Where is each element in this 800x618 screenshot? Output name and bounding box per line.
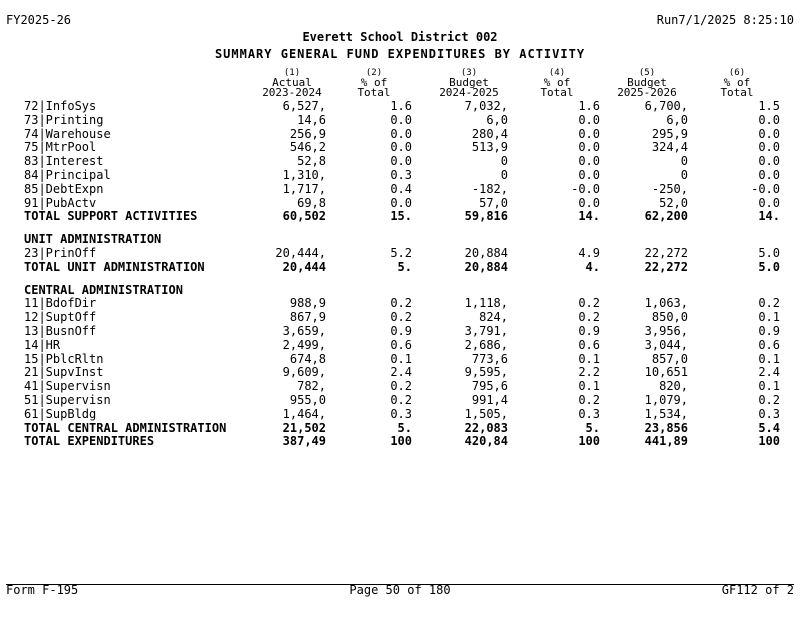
table-row	[0, 408, 800, 422]
page-code: GF112 of 2	[721, 583, 794, 597]
row-label: TOTAL SUPPORT ACTIVITIES	[24, 209, 198, 224]
row-label: 84|Principal	[24, 167, 111, 182]
cell: 0.0	[758, 126, 780, 141]
cell: 0.1	[390, 351, 412, 366]
row-label: 75|MtrPool	[24, 140, 97, 155]
col-label: % of	[543, 76, 571, 89]
cell: 2.4	[758, 365, 780, 380]
cell: 3,956,	[644, 323, 688, 338]
cell: 674,8	[289, 351, 326, 366]
cell: 3,659,	[282, 323, 326, 338]
cell: 0.0	[390, 112, 412, 127]
cell: 100	[578, 434, 600, 449]
row-label: 83|Interest	[24, 154, 104, 169]
col-num: (6)	[728, 68, 746, 78]
col-year: Total	[540, 86, 574, 99]
cell: 0.0	[758, 140, 780, 155]
cell: 324,4	[651, 140, 688, 155]
table-row	[0, 394, 800, 408]
col-header-pct3	[714, 68, 760, 98]
cell: 59,816	[464, 209, 508, 224]
row-label: 72|InfoSys	[24, 99, 97, 113]
cell: 10,651	[644, 365, 688, 380]
cell: 280,4	[471, 126, 508, 141]
cell: 52,8	[297, 154, 326, 169]
col-num: (1)	[283, 68, 301, 78]
cell: -0.0	[751, 181, 780, 196]
cell: 1,310,	[282, 167, 326, 182]
cell: 57,0	[479, 195, 508, 210]
cell: 5.0	[758, 259, 780, 274]
cell: 0.6	[578, 337, 600, 352]
cell: 773,6	[471, 351, 508, 366]
cell: 1.6	[390, 99, 412, 113]
cell: 0.1	[758, 379, 780, 394]
col-label: Budget	[449, 76, 489, 89]
cell: 991,4	[471, 392, 508, 407]
form-number: Form F-195	[6, 583, 79, 597]
cell: 0.3	[390, 167, 412, 182]
cell: 850,0	[651, 310, 688, 325]
col-header-budget2	[612, 68, 682, 98]
cell: 0.2	[578, 310, 600, 325]
cell: 100	[390, 434, 412, 449]
col-label: % of	[360, 76, 388, 89]
cell: 20,884	[464, 245, 508, 260]
cell: 820,	[659, 379, 688, 394]
col-header-actual	[262, 68, 322, 98]
district-title: Everett School District 002	[302, 30, 498, 44]
cell: 0.2	[578, 296, 600, 311]
cell: 0.0	[578, 195, 600, 210]
row-label: 61|SupBldg	[24, 406, 97, 421]
cell: 387,49	[282, 434, 326, 449]
cell: 52,0	[659, 195, 688, 210]
cell: 955,0	[289, 392, 326, 407]
cell: 0.3	[758, 406, 780, 421]
row-label: TOTAL CENTRAL ADMINISTRATION	[24, 420, 227, 435]
cell: 5.	[397, 420, 412, 435]
cell: 1,118,	[464, 296, 508, 311]
row-label: 73|Printing	[24, 112, 104, 127]
col-num: (3)	[460, 68, 478, 78]
cell: 0.2	[578, 392, 600, 407]
cell: 0.1	[578, 351, 600, 366]
cell: 0.9	[390, 323, 412, 338]
col-label: Budget	[627, 76, 667, 89]
cell: 6,0	[666, 112, 688, 127]
cell: 23,856	[644, 420, 688, 435]
cell: 3,791,	[464, 323, 508, 338]
cell: 0.3	[390, 406, 412, 421]
cell: -250,	[651, 181, 688, 196]
cell: -182,	[471, 181, 508, 196]
cell: 7,032,	[464, 99, 508, 113]
cell: 0.0	[758, 154, 780, 169]
row-label: 14|HR	[24, 337, 61, 352]
table-row	[0, 366, 800, 380]
table-row	[0, 297, 800, 311]
table-row	[0, 169, 800, 183]
cell: 0.0	[390, 126, 412, 141]
cell: 14.	[758, 209, 780, 224]
cell: 0.0	[578, 112, 600, 127]
section-header-unit	[0, 233, 800, 247]
cell: 1,505,	[464, 406, 508, 421]
cell: 1,063,	[644, 296, 688, 311]
cell: 20,444	[282, 259, 326, 274]
cell: 2,686,	[464, 337, 508, 352]
col-header-budget1	[434, 68, 504, 98]
table-row	[0, 128, 800, 142]
table-row	[0, 325, 800, 339]
table-row	[0, 311, 800, 325]
cell: 0.0	[390, 195, 412, 210]
cell: 2.4	[390, 365, 412, 380]
cell: 0.2	[758, 392, 780, 407]
run-timestamp: Run7/1/2025 8:25:10	[656, 13, 794, 27]
cell: 1,464,	[282, 406, 326, 421]
cell: 0.0	[578, 140, 600, 155]
cell: 824,	[479, 310, 508, 325]
cell: 0.1	[758, 351, 780, 366]
table-row	[0, 100, 800, 114]
table-row	[0, 247, 800, 261]
cell: 782,	[297, 379, 326, 394]
col-year: 2023-2024	[262, 86, 322, 99]
cell: 20,444,	[275, 245, 326, 260]
section-title: CENTRAL ADMINISTRATION	[24, 282, 183, 297]
cell: 0.2	[390, 310, 412, 325]
cell: 0.2	[390, 296, 412, 311]
cell: 0.9	[758, 323, 780, 338]
table-row	[0, 183, 800, 197]
cell: 22,272	[644, 245, 688, 260]
cell: 1,534,	[644, 406, 688, 421]
page-number: Page 50 of 180	[349, 583, 451, 597]
cell: 0.0	[578, 154, 600, 169]
cell: 20,884	[464, 259, 508, 274]
cell: 513,9	[471, 140, 508, 155]
row-label: 11|BdofDir	[24, 296, 97, 311]
row-label: 41|Supervisn	[24, 379, 111, 394]
cell: 0	[680, 154, 688, 169]
cell: 4.	[585, 259, 600, 274]
cell: 2.2	[578, 365, 600, 380]
table-row	[0, 380, 800, 394]
cell: 6,700,	[644, 99, 688, 113]
total-row-expenditures	[0, 435, 800, 449]
cell: 0.0	[758, 195, 780, 210]
row-label: 85|DebtExpn	[24, 181, 104, 196]
table-row	[0, 353, 800, 367]
cell: 0.9	[578, 323, 600, 338]
cell: 0.0	[578, 126, 600, 141]
cell: 2,499,	[282, 337, 326, 352]
cell: 0.1	[758, 310, 780, 325]
col-label: Actual	[272, 76, 312, 89]
cell: 21,502	[282, 420, 326, 435]
report-body	[0, 100, 800, 449]
cell: 6,0	[486, 112, 508, 127]
cell: 0	[680, 167, 688, 182]
cell: 0.3	[578, 406, 600, 421]
cell: 857,0	[651, 351, 688, 366]
cell: 22,083	[464, 420, 508, 435]
section-title: UNIT ADMINISTRATION	[24, 232, 162, 247]
row-label: 74|Warehouse	[24, 126, 111, 141]
cell: 795,6	[471, 379, 508, 394]
cell: 0	[500, 154, 508, 169]
row-label: 15|PblcRltn	[24, 351, 104, 366]
row-label: TOTAL EXPENDITURES	[24, 434, 155, 449]
row-label: 12|SuptOff	[24, 310, 97, 325]
table-row	[0, 197, 800, 211]
cell: 0.0	[390, 154, 412, 169]
row-label: 91|PubActv	[24, 195, 97, 210]
cell: 0.6	[758, 337, 780, 352]
cell: 0.6	[390, 337, 412, 352]
cell: 5.	[585, 420, 600, 435]
cell: 3,044,	[644, 337, 688, 352]
col-num: (2)	[365, 68, 383, 78]
cell: 0.0	[390, 140, 412, 155]
cell: 62,200	[644, 209, 688, 224]
cell: 0.0	[758, 167, 780, 182]
row-label: TOTAL UNIT ADMINISTRATION	[24, 259, 205, 274]
cell: 256,9	[289, 126, 326, 141]
cell: 14,6	[297, 112, 326, 127]
report-subtitle: SUMMARY GENERAL FUND EXPENDITURES BY ACTIVITY	[214, 47, 586, 61]
total-row-support	[0, 210, 800, 224]
col-num: (5)	[638, 68, 656, 78]
row-label: 51|Supervisn	[24, 392, 111, 407]
table-row	[0, 339, 800, 353]
cell: 5.	[397, 259, 412, 274]
col-year: Total	[720, 86, 754, 99]
cell: 0.2	[758, 296, 780, 311]
row-label: 13|BusnOff	[24, 323, 97, 338]
cell: 22,272	[644, 259, 688, 274]
cell: 1,717,	[282, 181, 326, 196]
cell: 9,595,	[464, 365, 508, 380]
section-header-central	[0, 284, 800, 298]
cell: 867,9	[289, 310, 326, 325]
col-year: 2024-2025	[439, 86, 499, 99]
col-year: Total	[357, 86, 391, 99]
cell: 546,2	[289, 140, 326, 155]
total-row-unit	[0, 261, 800, 275]
cell: 0.2	[390, 379, 412, 394]
cell: 14.	[578, 209, 600, 224]
col-label: % of	[723, 76, 751, 89]
total-row-central	[0, 422, 800, 436]
cell: 441,89	[644, 434, 688, 449]
cell: 100	[758, 434, 780, 449]
cell: 1.6	[578, 99, 600, 113]
table-row	[0, 141, 800, 155]
cell: 5.2	[390, 245, 412, 260]
cell: 0.0	[578, 167, 600, 182]
cell: 0.2	[390, 392, 412, 407]
cell: 15.	[390, 209, 412, 224]
col-num: (4)	[548, 68, 566, 78]
cell: 1,079,	[644, 392, 688, 407]
cell: 0.0	[758, 112, 780, 127]
col-year: 2025-2026	[617, 86, 677, 99]
cell: -0.0	[571, 181, 600, 196]
cell: 988,9	[289, 296, 326, 311]
cell: 5.0	[758, 245, 780, 260]
cell: 295,9	[651, 126, 688, 141]
cell: 420,84	[464, 434, 508, 449]
table-row	[0, 114, 800, 128]
col-header-pct2	[534, 68, 580, 98]
row-label: 23|PrinOff	[24, 245, 97, 260]
cell: 0	[500, 167, 508, 182]
cell: 0.4	[390, 181, 412, 196]
cell: 5.4	[758, 420, 780, 435]
cell: 9,609,	[282, 365, 326, 380]
row-label: 21|SupvInst	[24, 365, 104, 380]
fiscal-year: FY2025-26	[6, 13, 72, 27]
cell: 6,527,	[282, 99, 326, 113]
cell: 60,502	[282, 209, 326, 224]
cell: 1.5	[758, 99, 780, 113]
col-header-pct1	[352, 68, 396, 98]
cell: 69,8	[297, 195, 326, 210]
table-row	[0, 155, 800, 169]
cell: 0.1	[578, 379, 600, 394]
cell: 4.9	[578, 245, 600, 260]
